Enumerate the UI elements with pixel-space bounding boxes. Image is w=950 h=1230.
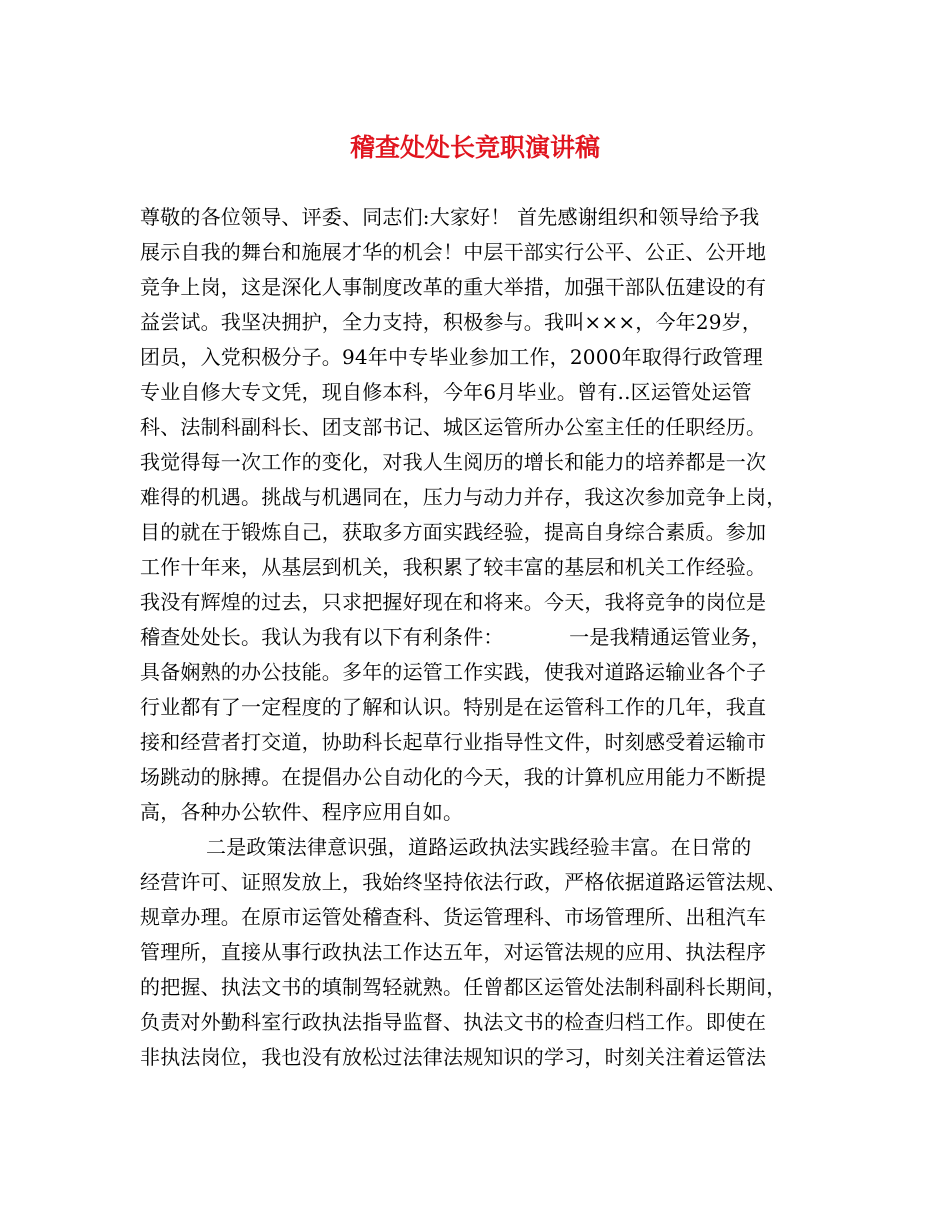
text-line: 科、法制科副科长、团支部书记、城区运管所办公室主任的任职经历。 <box>140 415 767 439</box>
text-line: 非执法岗位，我也没有放松过法律法规知识的学习，时刻关注着运管法 <box>140 1045 767 1069</box>
text-line: 经营许可、证照发放上，我始终坚持依法行政，严格依据道路运管法规、 <box>140 870 787 894</box>
text-line: 的把握、执法文书的填制驾轻就熟。任曾都区运管处法制科副科长期间， <box>140 975 787 999</box>
text-line: 目的就在于锻炼自己，获取多方面实践经验，提高自身综合素质。参加 <box>140 520 767 544</box>
text-line: 专业自修大专文凭，现自修本科，今年6月毕业。曾有..区运管处运管 <box>140 380 752 404</box>
text-line: 尊敬的各位领导、评委、同志们:大家好！ 首先感谢组织和领导给予我 <box>140 205 760 229</box>
text-line: 我觉得每一次工作的变化，对我人生阅历的增长和能力的培养都是一次 <box>140 450 767 474</box>
text-line: 高，各种办公软件、程序应用自如。 <box>140 800 464 824</box>
text-line: 难得的机遇。挑战与机遇同在，压力与动力并存，我这次参加竞争上岗， <box>140 485 787 509</box>
text-line: 负责对外勤科室行政执法指导监督、执法文书的检查归档工作。即使在 <box>140 1010 767 1034</box>
document-body <box>140 200 820 1075</box>
text-line: 管理所，直接从事行政执法工作达五年，对运管法规的应用、执法程序 <box>140 940 767 964</box>
text-line: 团员，入党积极分子。94年中专毕业参加工作，2000年取得行政管理 <box>140 345 763 369</box>
text-line: 展示自我的舞台和施展才华的机会！中层干部实行公平、公正、公开地 <box>140 240 767 264</box>
document-title: 稽查处处长竞职演讲稿 <box>349 133 600 162</box>
text-line: 益尝试。我坚决拥护，全力支持，积极参与。我叫×××，今年29岁， <box>140 310 763 334</box>
text-line: 场跳动的脉搏。在提倡办公自动化的今天，我的计算机应用能力不断提 <box>140 765 767 789</box>
text-line: 工作十年来，从基层到机关，我积累了较丰富的基层和机关工作经验。 <box>140 555 767 579</box>
text-line: 规章办理。在原市运管处稽查科、货运管理科、市场管理所、出租汽车 <box>140 905 767 929</box>
text-line: 接和经营者打交道，协助科长起草行业指导性文件，时刻感受着运输市 <box>140 730 767 754</box>
text-line: 行业都有了一定程度的了解和认识。特别是在运管科工作的几年，我直 <box>140 695 767 719</box>
text-line: 我没有辉煌的过去，只求把握好现在和将来。今天，我将竞争的岗位是 <box>140 590 767 614</box>
text-line: 竞争上岗，这是深化人事制度改革的重大举措，加强干部队伍建设的有 <box>140 275 767 299</box>
text-line: 具备娴熟的办公技能。多年的运管工作实践，使我对道路运输业各个子 <box>140 660 767 684</box>
text-line: 二是政策法律意识强，道路运政执法实践经验丰富。在日常的 <box>206 835 752 859</box>
text-line: 稽查处处长。我认为我有以下有利条件： 一是我精通运管业务， <box>140 625 772 649</box>
